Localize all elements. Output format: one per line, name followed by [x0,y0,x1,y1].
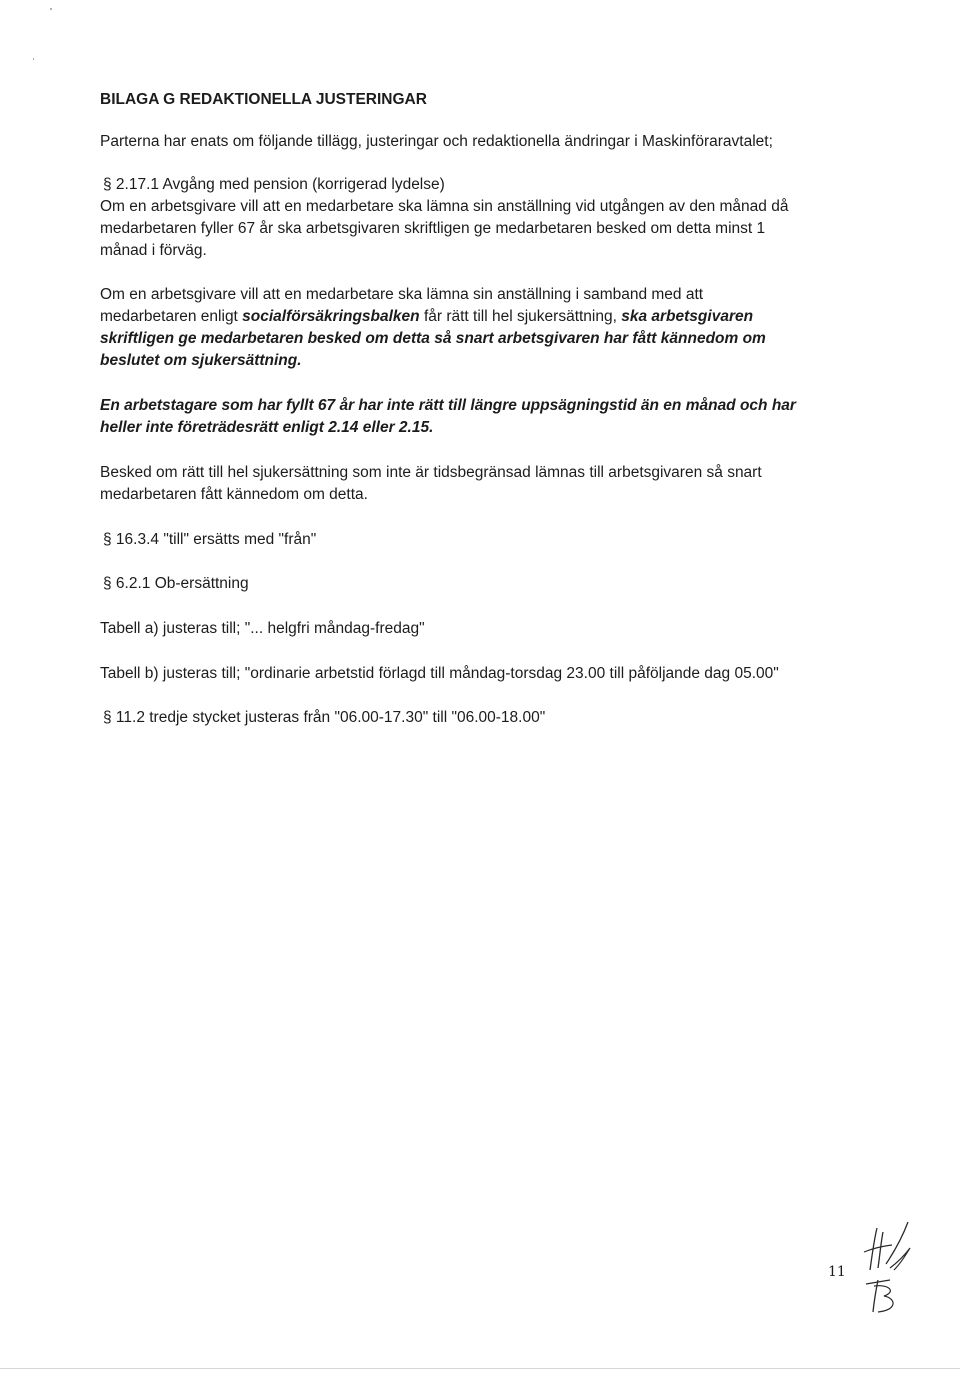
paragraph-line: medarbetaren fyller 67 år ska arbetsgivaren skriftligen ge medarbetaren besked om detta minst 1 [100,220,766,237]
emphasis-text: ska arbetsgivaren [621,308,754,325]
paragraph-line: Om en arbetsgivare vill att en medarbetare ska lämna sin anställning vid utgången av den månad då [100,198,789,215]
emphasis-line: En arbetstagare som har fyllt 67 år har inte rätt till längre uppsägningstid än en månad och har [100,397,796,414]
tabell-a-line: Tabell a) justeras till; "... helgfri måndag-fredag" [100,620,425,637]
emphasis-line: skriftligen ge medarbetaren besked om detta så snart arbetsgivaren har fått kännedom om [100,330,766,347]
scan-speck [50,8,52,10]
tabell-b-line: Tabell b) justeras till; "ordinarie arbetstid förlagd till måndag-torsdag 23.00 till påföljande dag 05.00" [100,665,779,682]
paragraph-line: medarbetaren fått kännedom om detta. [100,486,368,503]
text-run: medarbetaren enligt [100,308,243,325]
text-run: får rätt till hel sjukersättning, [419,308,622,325]
paragraph-line: Besked om rätt till hel sjukersättning som inte är tidsbegränsad lämnas till arbetsgivaren så snart [100,464,762,481]
handwritten-initials [850,1218,920,1318]
paragraph-line: månad i förväg. [100,242,207,259]
intro-paragraph: Parterna har enats om följande tillägg, justeringar och redaktionella ändringar i Maskinföraravtalet; [100,133,773,150]
document-title: BILAGA G REDAKTIONELLA JUSTERINGAR [100,91,427,108]
paragraph-line [100,306,753,328]
page-edge [0,1368,960,1369]
section-heading-2-17-1: § 2.17.1 Avgång med pension (korrigerad lydelse) [103,176,445,193]
paragraph-line: Om en arbetsgivare vill att en medarbetare ska lämna sin anställning i samband med att [100,286,704,303]
scan-speck [33,58,34,60]
page-number: 11 [828,1264,846,1280]
section-6-2-1: § 6.2.1 Ob-ersättning [103,575,249,592]
section-11-2: § 11.2 tredje stycket justeras från "06.00-17.30" till "06.00-18.00" [103,709,546,726]
emphasis-line: heller inte företrädesrätt enligt 2.14 eller 2.15. [100,419,434,436]
emphasis-line: beslutet om sjukersättning. [100,352,302,369]
emphasis-text: socialförsäkringsbalken [242,308,420,325]
section-16-3-4: § 16.3.4 "till" ersätts med "från" [103,531,317,548]
